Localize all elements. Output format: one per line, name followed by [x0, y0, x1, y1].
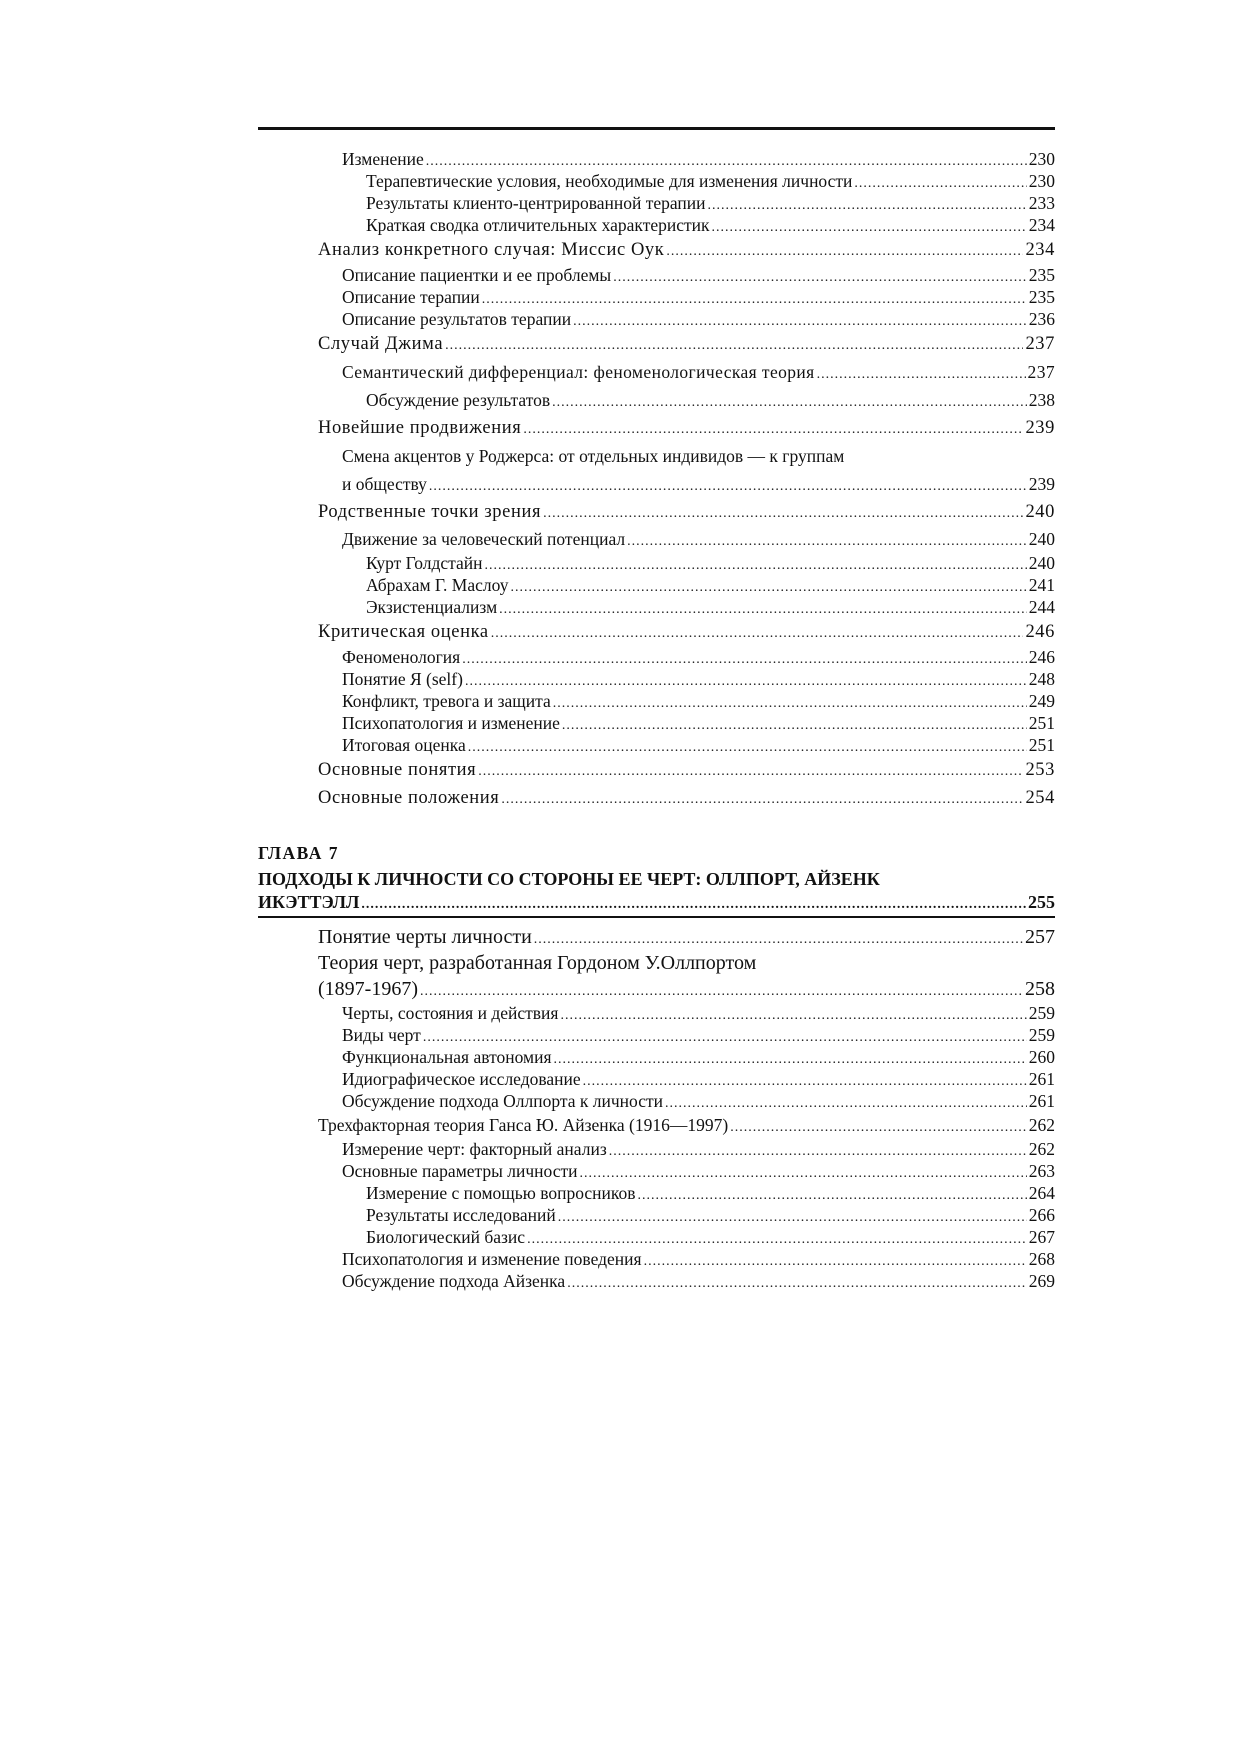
- toc-entry: Обсуждение результатов ..... 238: [258, 386, 1055, 414]
- toc-section-concepts: Основные понятия ..... 253: [258, 756, 1055, 784]
- toc-entry: Абрахам Г. Маслоу ..... 241: [258, 574, 1055, 596]
- toc-section-critical: Критическая оценка ..... 246: [258, 618, 1055, 646]
- toc-entry: Биологический базис ..... 267: [258, 1226, 1055, 1248]
- toc-entry: Понятие Я (self) ..... 248: [258, 668, 1055, 690]
- toc-section-related: Родственные точки зрения ..... 240: [258, 498, 1055, 526]
- toc-entry: Виды черт ..... 259: [258, 1024, 1055, 1046]
- toc-entry: и обществу ..... 239: [258, 470, 1055, 498]
- table-of-contents: [258, 148, 1055, 1292]
- toc-entry: Конфликт, тревога и защита ..... 249: [258, 690, 1055, 712]
- toc-entry: Основные параметры личности ..... 263: [258, 1160, 1055, 1182]
- chapter-title-line1: ПОДХОДЫ К ЛИЧНОСТИ СО СТОРОНЫ ЕЕ ЧЕРТ: ОЛЛПОРТ, АЙЗЕНК: [258, 869, 880, 889]
- toc-entry: Обсуждение подхода Айзенка ..... 269: [258, 1270, 1055, 1292]
- chapter-rule: [258, 916, 1055, 918]
- toc-section-case: Анализ конкретного случая: Миссис Оук ..... 234: [258, 236, 1055, 264]
- toc-section-new: Новейшие продвижения ..... 239: [258, 414, 1055, 442]
- toc-entry: Функциональная автономия ..... 260: [258, 1046, 1055, 1068]
- toc-entry: Черты, состояния и действия ..... 259: [258, 1002, 1055, 1024]
- toc-entry: Движение за человеческий потенциал ..... 240: [258, 526, 1055, 552]
- toc-entry: Обсуждение подхода Оллпорта к личности ..... 261: [258, 1090, 1055, 1112]
- toc-entry: Семантический дифференциал: феноменологическая теория ..... 237: [258, 358, 1055, 386]
- toc-entry: Описание результатов терапии ..... 236: [258, 308, 1055, 330]
- toc-entry: Описание пациентки и ее проблемы ..... 235: [258, 264, 1055, 286]
- toc-section-allport-line1: Теория черт, разработанная Гордоном У.Оллпортом: [318, 952, 757, 974]
- toc-entry: Измерение с помощью вопросников ..... 264: [258, 1182, 1055, 1204]
- toc-entry: Идиографическое исследование ..... 261: [258, 1068, 1055, 1090]
- toc-entry: Описание терапии ..... 235: [258, 286, 1055, 308]
- toc-entry: Итоговая оценка ..... 251: [258, 734, 1055, 756]
- chapter-title: [258, 868, 1055, 914]
- toc-entry: Результаты клиенто-центрированной терапии ..... 233: [258, 192, 1055, 214]
- toc-entry: Изменение ..... 230: [258, 148, 1055, 170]
- toc-entry: Экзистенциализм ..... 244: [258, 596, 1055, 618]
- top-rule: [258, 127, 1055, 130]
- toc-entry: Психопатология и изменение ..... 251: [258, 712, 1055, 734]
- toc-entry: Психопатология и изменение поведения ..... 268: [258, 1248, 1055, 1270]
- toc-section-allport-line2: (1897-1967) ..... 258: [258, 976, 1055, 1002]
- toc-entry: Результаты исследований ..... 266: [258, 1204, 1055, 1226]
- toc-section-positions: Основные положения ..... 254: [258, 784, 1055, 812]
- toc-entry: Краткая сводка отличительных характеристик ..... 234: [258, 214, 1055, 236]
- toc-entry-multiline: Смена акцентов у Роджерса: от отдельных индивидов — к группам: [342, 446, 845, 466]
- chapter-title-line2: ИКЭТТЭЛЛ ..... 255: [258, 891, 1055, 914]
- toc-entry: Измерение черт: факторный анализ ..... 262: [258, 1138, 1055, 1160]
- toc-entry: Феноменология ..... 246: [258, 646, 1055, 668]
- toc-entry: Терапевтические условия, необходимые для изменения личности ..... 230: [258, 170, 1055, 192]
- toc-section-eysenck: Трехфакторная теория Ганса Ю. Айзенка (1916—1997) ..... 262: [258, 1112, 1055, 1138]
- toc-section-jim: Случай Джима ..... 237: [258, 330, 1055, 358]
- toc-section-trait: Понятие черты личности ..... 257: [258, 924, 1055, 950]
- chapter-label: ГЛАВА 7: [258, 843, 340, 863]
- toc-entry: Курт Голдстайн ..... 240: [258, 552, 1055, 574]
